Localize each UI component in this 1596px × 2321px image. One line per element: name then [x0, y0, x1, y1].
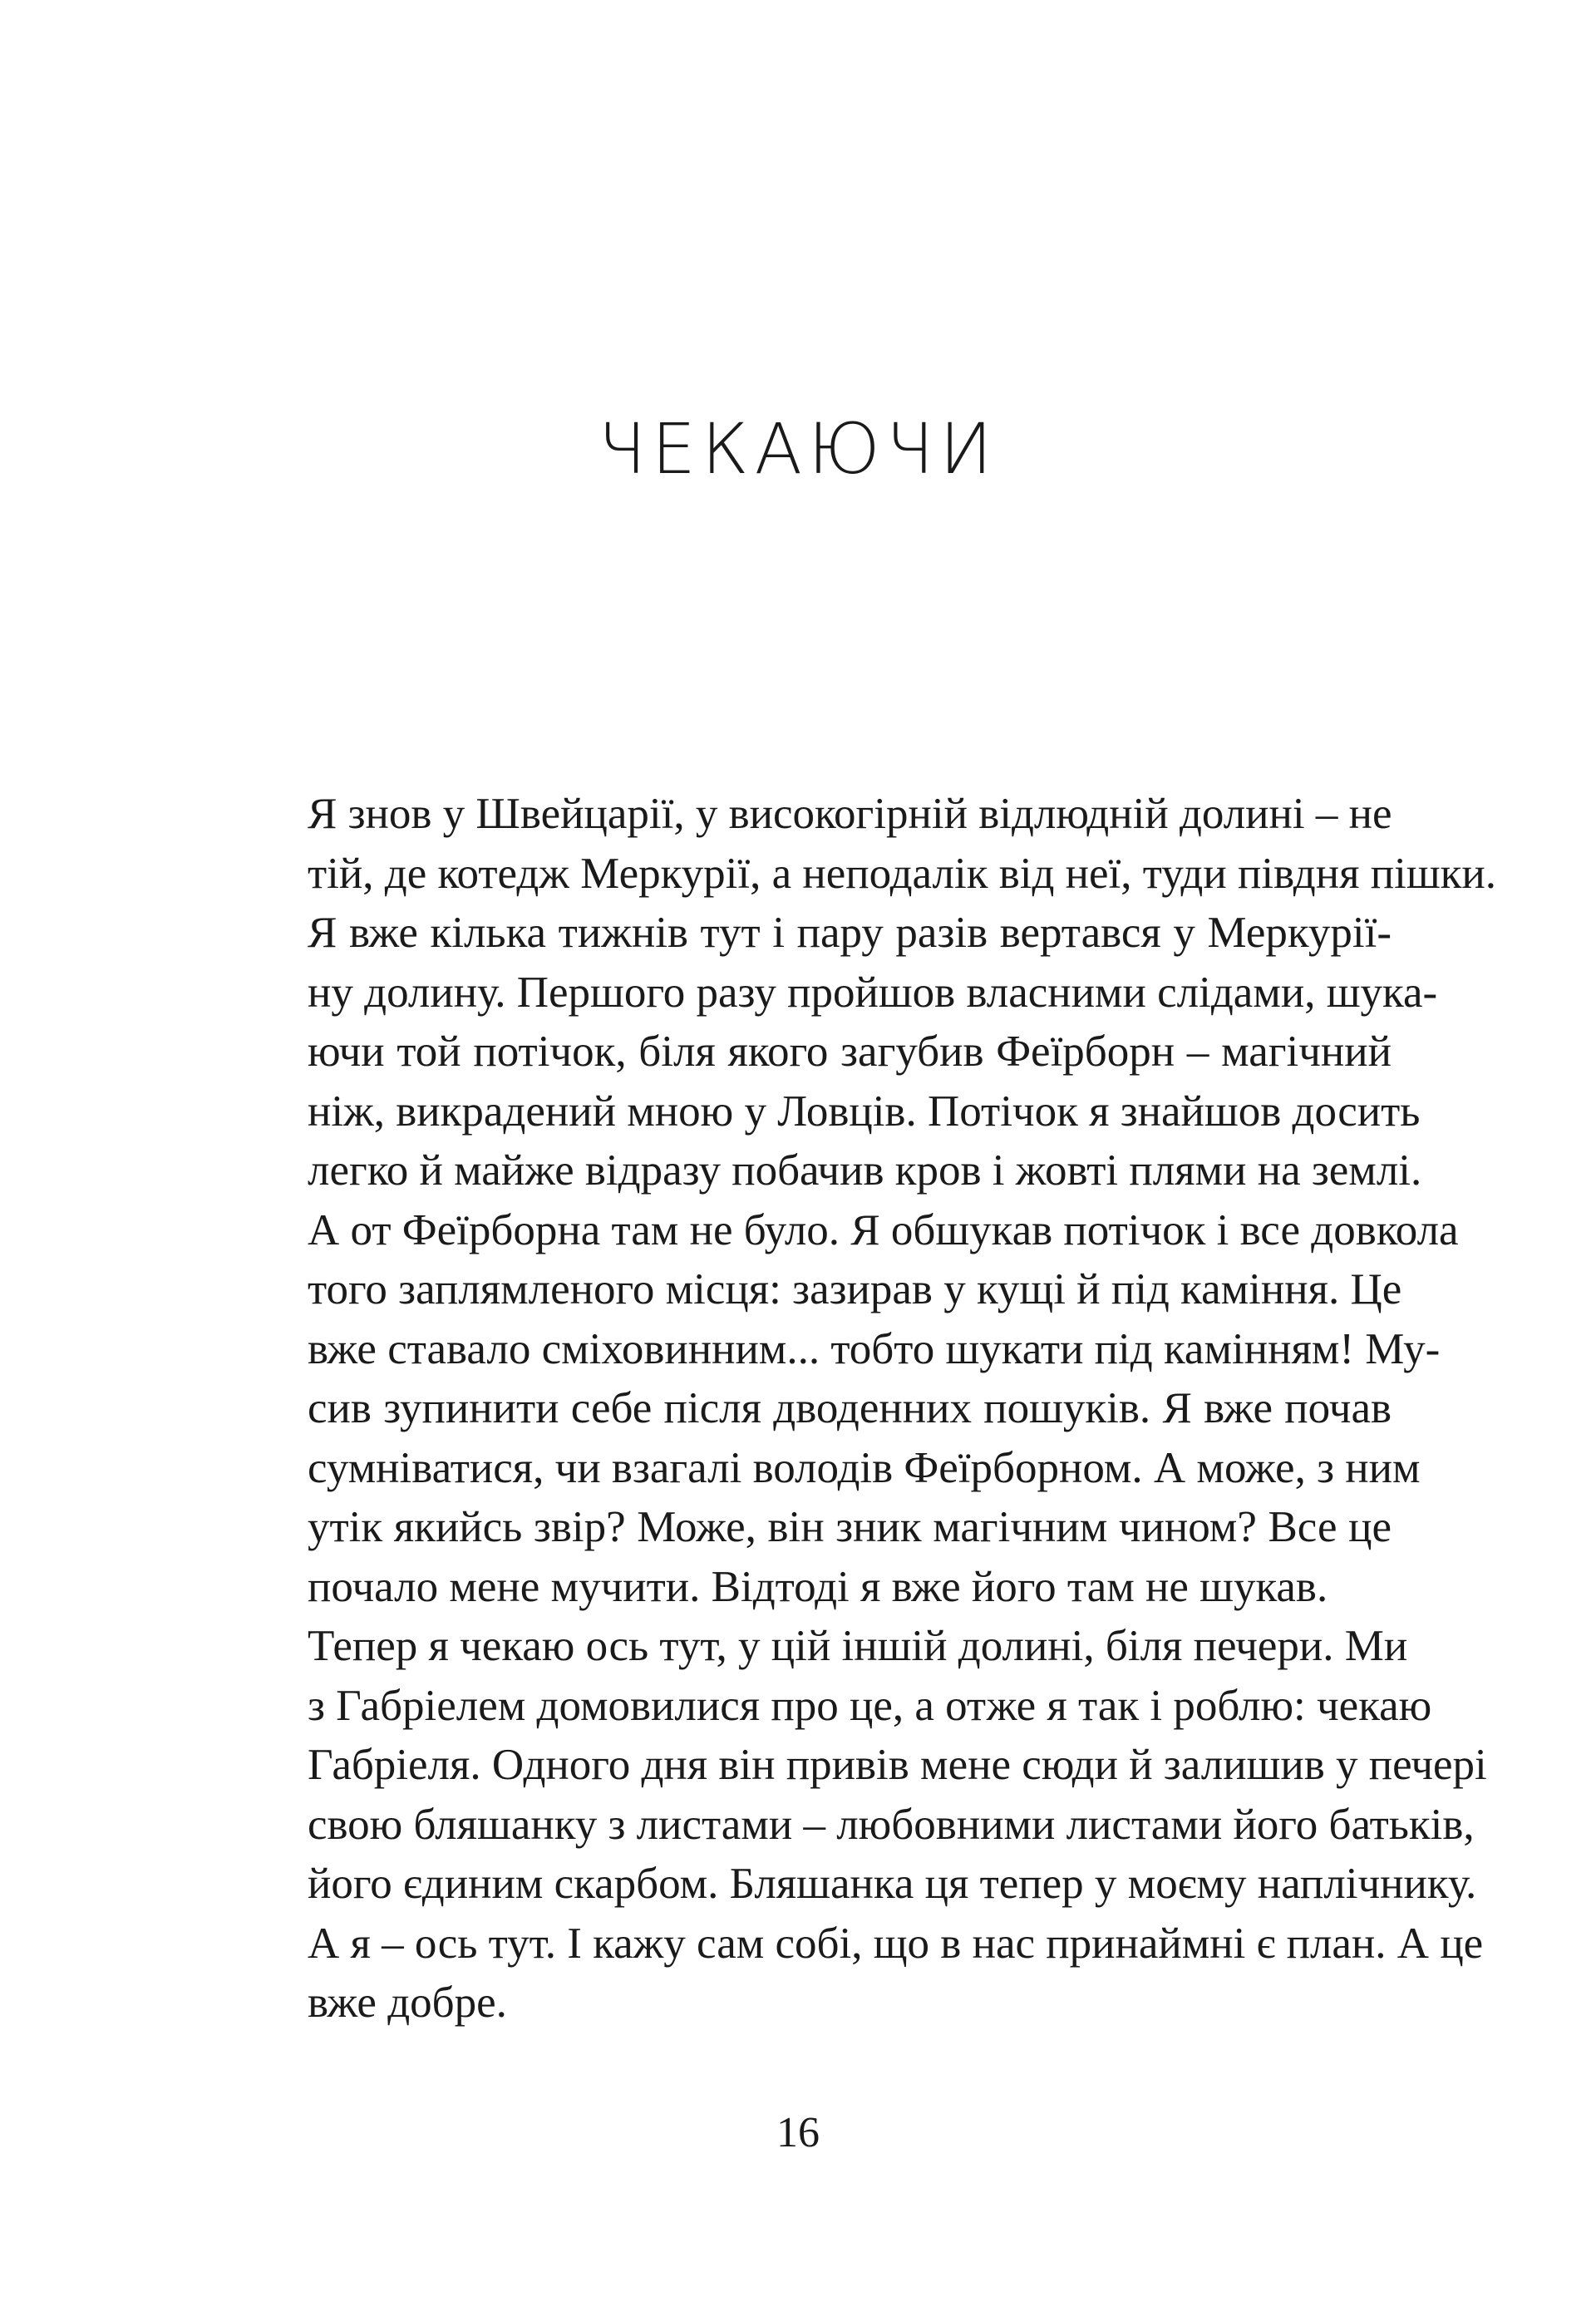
text-line: вже добре.	[308, 1979, 507, 2027]
text-line: ну долину. Першого разу пройшов власними слідами, шука-	[308, 968, 1438, 1017]
text-line: А от Феїрборна там не було. Я обшукав потічок і все довкола	[308, 1205, 1459, 1254]
text-line: почало мене мучити. Відтоді я вже його там не шукав.	[308, 1562, 1328, 1611]
text-line: сумніватися, чи взагалі володів Феїрборном. А може, з ним	[308, 1443, 1421, 1492]
text-line: того заплямленого місця: зазирав у кущі й під каміння. Це	[308, 1265, 1402, 1313]
page-number: 16	[776, 2109, 820, 2156]
paragraph-3	[248, 1617, 1487, 2033]
text-line: його єдиним скарбом. Бляшанка ця тепер у моєму наплічнику.	[308, 1860, 1477, 1908]
text-line: Я знов у Швейцарії, у високогірній відлюдній долині – не	[308, 790, 1392, 838]
text-line: з Габріелем домовилися про це, а отже я так і роблю: чекаю	[308, 1681, 1432, 1730]
chapter-body	[248, 785, 1496, 2033]
paragraph-2	[248, 904, 1459, 1617]
text-line: А я – ось тут. І кажу сам собі, що в нас принаймні є план. А це	[308, 1919, 1484, 1968]
text-line: тій, де котедж Меркурії, а неподалік від неї, туди півдня пішки.	[308, 849, 1496, 898]
text-line: Я вже кілька тижнів тут і пару разів вертався у Меркурії-	[308, 909, 1392, 957]
text-line: легко й майже відразу побачив кров і жовті плями на землі.	[308, 1146, 1422, 1195]
text-line: ючи той потічок, біля якого загубив Феїрборн – магічний	[308, 1027, 1392, 1076]
text-line: утік якийсь звір? Може, він зник магічним чином? Все це	[308, 1503, 1392, 1551]
text-line: Габріеля. Одного дня він привів мене сюди й залишив у печері	[308, 1741, 1487, 1789]
paragraph-1	[248, 785, 1496, 904]
text-line: свою бляшанку з листами – любовними листами його батьків,	[308, 1800, 1475, 1849]
text-line: сив зупинити себе після дводенних пошуків. Я вже почав	[308, 1384, 1392, 1432]
text-line: Тепер я чекаю ось тут, у цій іншій долині, біля печери. Ми	[308, 1622, 1408, 1670]
text-line: ніж, викрадений мною у Ловців. Потічок я знайшов досить	[308, 1087, 1421, 1136]
chapter-title: ЧЕКАЮЧИ	[598, 408, 998, 490]
text-line: вже ставало сміховинним... тобто шукати під камінням! Му-	[308, 1324, 1441, 1373]
